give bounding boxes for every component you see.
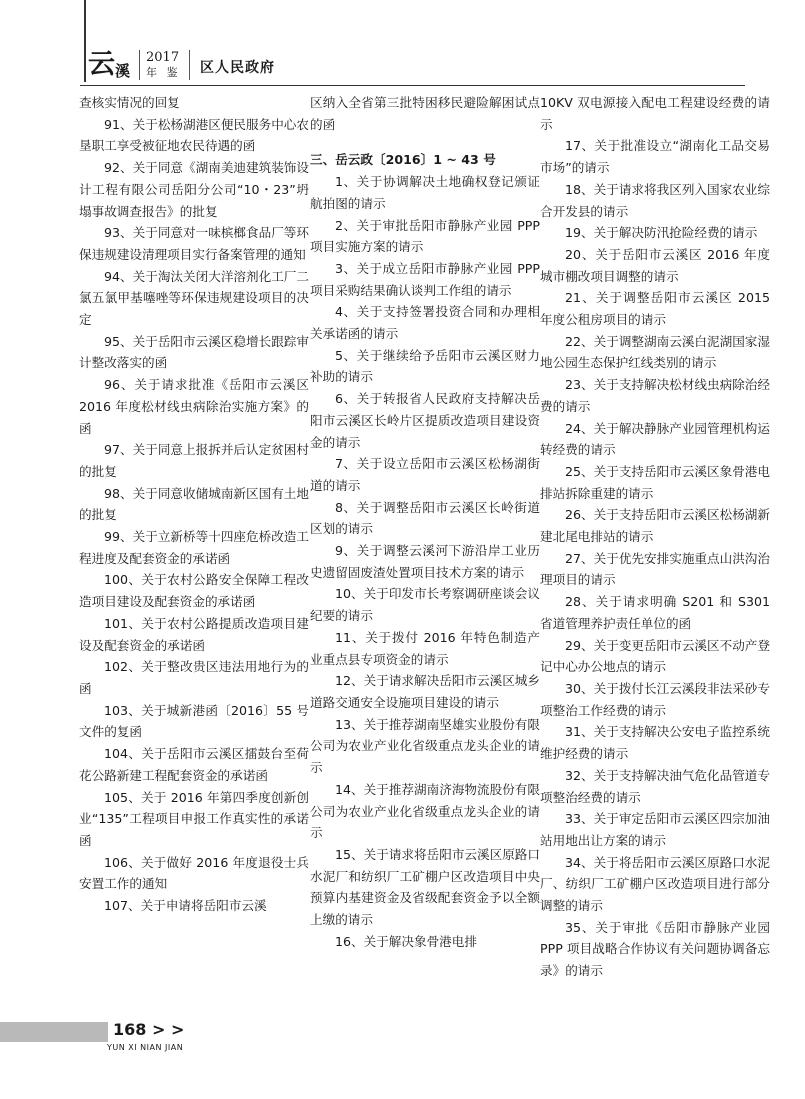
list-item: 区纳入全省第三批特困移民避险解困试点的函 bbox=[310, 95, 540, 132]
column-middle bbox=[310, 92, 540, 952]
list-item: 1、关于协调解决土地确权登记颁证航拍图的请示 bbox=[310, 174, 540, 211]
list-item: 10KV 双电源接入配电工程建设经费的请示 bbox=[540, 95, 770, 132]
list-item: 6、关于转报省人民政府支持解决岳阳市云溪区长岭片区提质改造项目建设资金的请示 bbox=[310, 391, 540, 450]
column-right bbox=[540, 92, 770, 982]
list-item: 24、关于解决静脉产业园管理机构运转经费的请示 bbox=[540, 420, 770, 458]
list-item: 25、关于支持岳阳市云溪区象骨港电排站拆除重建的请示 bbox=[540, 463, 770, 501]
list-item: 105、关于 2016 年第四季度创新创业“135”工程项目申报工作真实性的承诺函 bbox=[79, 789, 309, 848]
list-item: 20、关于岳阳市云溪区 2016 年度城市棚改项目调整的请示 bbox=[540, 246, 770, 284]
list-item: 102、关于整改贵区违法用地行为的函 bbox=[79, 659, 309, 696]
list-item: 14、关于推荐湖南济海物流股份有限公司为农业产业化省级重点龙头企业的请示 bbox=[310, 781, 540, 841]
list-item: 5、关于继续给予岳阳市云溪区财力补助的请示 bbox=[310, 347, 540, 385]
list-item: 107、关于申请将岳阳市云溪 bbox=[104, 898, 267, 914]
list-item: 18、关于请求将我区列入国家农业综合开发县的请示 bbox=[540, 181, 770, 219]
list-item: 94、关于淘汰关闭大洋溶剂化工厂二氯五氯甲基噻唑等环保违规建设项目的决定 bbox=[79, 268, 309, 328]
item-list bbox=[310, 171, 540, 952]
list-item: 28、关于请求明确 S201 和 S301 省道管理养护责任单位的函 bbox=[540, 594, 770, 631]
list-item: 22、关于调整湖南云溪白泥湖国家湿地公园生态保护红线类别的请示 bbox=[540, 333, 770, 371]
header-vertical-rule bbox=[84, 0, 86, 82]
yearbook-year: 2017 bbox=[146, 50, 180, 65]
list-item: 19、关于解决防汛抢险经费的请示 bbox=[565, 225, 758, 241]
item-list bbox=[540, 135, 770, 981]
list-item: 查核实情况的回复 bbox=[79, 95, 180, 110]
yearbook-label: 年 鉴 bbox=[146, 66, 181, 79]
list-item: 35、关于审批《岳阳市静脉产业园 PPP 项目战略合作协议有关问题协调备忘录》的请示 bbox=[540, 919, 770, 979]
list-item: 106、关于做好 2016 年度退役士兵安置工作的通知 bbox=[79, 854, 309, 892]
list-item: 101、关于农村公路提质改造项目建设及配套资金的承诺函 bbox=[79, 615, 309, 653]
list-item: 91、关于松杨湖港区便民服务中心农垦职工享受被征地农民待遇的函 bbox=[79, 116, 309, 154]
list-item: 27、关于优先安排实施重点山洪沟治理项目的请示 bbox=[540, 550, 770, 588]
list-item: 23、关于支持解决松材线虫病除治经费的请示 bbox=[540, 377, 770, 414]
column-left bbox=[79, 92, 309, 917]
list-item: 9、关于调整云溪河下游沿岸工业历史遗留固废渣处置项目技术方案的请示 bbox=[310, 543, 540, 580]
list-item: 92、关于同意《湖南美迪建筑装饰设计工程有限公司岳阳分公司“10・23”坍塌事故调查报告》的批复 bbox=[79, 160, 309, 219]
list-item: 30、关于拨付长江云溪段非法采砂专项整治工作经费的请示 bbox=[540, 680, 770, 718]
list-item: 17、关于批准设立“湖南化工品交易市场”的请示 bbox=[540, 138, 770, 176]
list-item: 15、关于请求将岳阳市云溪区原路口水泥厂和纺织厂工矿棚户区改造项目中央预算内基建资金及省级配套资金予以全额上缴的请示 bbox=[310, 846, 540, 928]
list-item: 97、关于同意上报拆并后认定贫困村的批复 bbox=[79, 442, 309, 479]
list-item: 11、关于拨付 2016 年特色制造产业重点县专项资金的请示 bbox=[310, 629, 540, 667]
list-item: 33、关于审定岳阳市云溪区四宗加油站用地出让方案的请示 bbox=[540, 811, 770, 848]
page-number: 168 > > bbox=[113, 1020, 185, 1039]
list-item: 21、关于调整岳阳市云溪区 2015 年度公租房项目的请示 bbox=[540, 290, 770, 328]
list-item: 99、关于立新桥等十四座危桥改造工程进度及配套资金的承诺函 bbox=[79, 529, 309, 566]
list-item: 8、关于调整岳阳市云溪区长岭街道区划的请示 bbox=[310, 499, 540, 537]
list-item: 4、关于支持签署投资合同和办理相关承诺函的请示 bbox=[310, 304, 540, 342]
book-name: YUN XI NIAN JIAN bbox=[107, 1043, 184, 1052]
list-item: 10、关于印发市长考察调研座谈会议纪要的请示 bbox=[310, 586, 540, 624]
list-item: 26、关于支持岳阳市云溪区松杨湖新建北尾电排站的请示 bbox=[540, 507, 770, 545]
list-item: 93、关于同意对一味槟榔食品厂等环保违规建设清理项目实行备案管理的通知 bbox=[79, 225, 309, 262]
list-item: 98、关于同意收储城南新区国有土地的批复 bbox=[79, 485, 309, 523]
section-gap bbox=[310, 135, 540, 143]
footer-bar bbox=[0, 1022, 108, 1042]
header-divider bbox=[189, 50, 190, 80]
list-item: 34、关于将岳阳市云溪区原路口水泥厂、纺织厂工矿棚户区改造项目进行部分调整的请示 bbox=[540, 854, 770, 914]
section-title: 区人民政府 bbox=[200, 60, 275, 76]
list-item: 2、关于审批岳阳市静脉产业园 PPP 项目实施方案的请示 bbox=[310, 217, 540, 255]
list-item: 104、关于岳阳市云溪区擂鼓台至荷花公路新建工程配套资金的承诺函 bbox=[79, 746, 309, 783]
yearbook-logo-sub: 溪 bbox=[115, 62, 131, 80]
list-item: 103、关于城新港函〔2016〕55 号文件的复函 bbox=[79, 702, 309, 740]
list-item: 32、关于支持解决油气危化品管道专项整治经费的请示 bbox=[540, 767, 770, 805]
yearbook-logo: 云 bbox=[88, 49, 114, 80]
list-item: 29、关于变更岳阳市云溪区不动产登记中心办公地点的请示 bbox=[540, 637, 770, 675]
header-rule bbox=[80, 85, 745, 86]
section-heading: 三、岳云政〔2016〕1 ~ 43 号 bbox=[310, 152, 496, 168]
list-item: 13、关于推荐湖南坚雄实业股份有限公司为农业产业化省级重点龙头企业的请示 bbox=[310, 716, 540, 776]
list-item: 7、关于设立岳阳市云溪区松杨湖街道的请示 bbox=[310, 456, 540, 493]
list-item: 96、关于请求批准《岳阳市云溪区 2016 年度松材线虫病除治实施方案》的函 bbox=[79, 377, 309, 436]
list-item: 31、关于支持解决公安电子监控系统维护经费的请示 bbox=[540, 724, 770, 762]
list-item: 95、关于岳阳市云溪区稳增长跟踪审计整改落实的函 bbox=[79, 333, 309, 371]
list-item: 3、关于成立岳阳市静脉产业园 PPP 项目采购结果确认谈判工作组的请示 bbox=[310, 260, 540, 298]
list-item: 12、关于请求解决岳阳市云溪区城乡道路交通安全设施项目建设的请示 bbox=[310, 673, 540, 710]
header-divider bbox=[139, 50, 140, 80]
list-item: 100、关于农村公路安全保障工程改造项目建设及配套资金的承诺函 bbox=[79, 572, 309, 610]
list-item: 16、关于解决象骨港电排 bbox=[335, 933, 477, 949]
